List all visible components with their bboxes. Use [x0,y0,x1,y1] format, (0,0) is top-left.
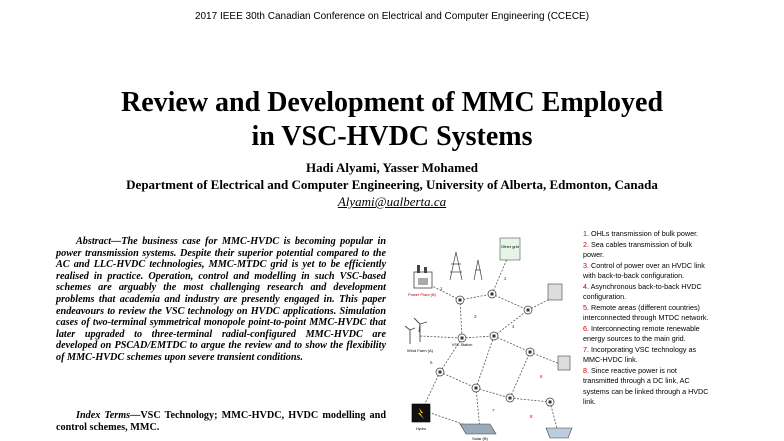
title-line-1: Review and Development of MMC Employed [120,87,664,118]
legend-item: 5. Remote areas (different countries) interconnected through MTDC network. [583,302,709,322]
legend-item: 2. Sea cables transmission of bulk power. [583,239,693,259]
solar-label: Solar (B) [472,436,488,441]
legend-item: 3. Control of power over an HVDC link with back-to-back configuration. [583,260,705,280]
svg-text:7: 7 [492,408,495,413]
affiliation: Department of Electrical and Computer Engineering, University of Alberta, Edmonton, Canada [126,177,658,192]
legend-item: 6. Interconnecting remote renewable energy sources to the main grid. [583,323,700,343]
author-email[interactable]: Alyami@ualberta.ca [337,194,447,209]
abstract-text: —The business case for MMC-HVDC is becoming popular in power transmission systems. Despite their superior potential compared to the AC and LLC-HVDC technologies, MMC-MTDC grid is yet to be efficiently realised in practice. Operation, control and modelling in such VSC-based schemes are arguably the most challenging research and development problems that academia and industry are presently engaged in. This paper endeavours to review the VSC technology on HVDC applications. Simulation cases of two-terminal symmetrical monopole point-to-point MMC-HVDC that later upgraded to three-terminal radial-configured MMC-HVDC are developed on PSCAD/EMTDC to argue the review and to show the flexibility of MMC-HVDC schemes upon severe transient conditions. [56,236,386,363]
index-terms-label: Index Terms [76,410,131,421]
index-terms [56,410,386,433]
authors: Hadi Alyami, Yasser Mohamed [306,160,478,175]
hydro-label: Hydro [415,427,427,431]
conference-header: 2017 IEEE 30th Canadian Conference on Electrical and Computer Engineering (CCECE) [194,11,590,22]
paper-title [0,86,784,154]
legend-item: 4. Asynchronous back-to-back HVDC configuration. [583,281,702,301]
svg-text:2: 2 [504,276,507,281]
svg-text:6: 6 [540,374,543,379]
legend-item: 8. Since reactive power is not transmitted through a DC link, AC systems can be linked through a HVDC link. [583,365,709,406]
svg-text:4: 4 [512,324,515,329]
svg-text:3: 3 [474,314,477,319]
abstract-label: Abstract [76,236,112,247]
figure-legend [583,229,713,408]
svg-text:5: 5 [430,360,433,365]
power-plant-label: Power Plant (B) [407,292,437,297]
wind-farm-label: Wind Farm (A) [407,348,433,353]
hvdc-network-figure [400,232,582,441]
legend-item: 7. Incorporating VSC technology as MMC-HVDC link. [583,344,697,364]
title-line-2: in VSC-HVDC Systems [251,121,533,152]
index-terms-text: —VSC Technology; MMC-HVDC, HVDC modelling and control schemes, MMC. [56,410,386,433]
abstract [56,236,386,364]
svg-text:8: 8 [530,414,533,419]
vsc-station-label: VSC Station [451,343,473,347]
svg-text:1: 1 [440,286,443,291]
other-grid-label: Other grid [501,244,519,249]
legend-item: 1. OHLs transmission of bulk power. [583,229,699,238]
